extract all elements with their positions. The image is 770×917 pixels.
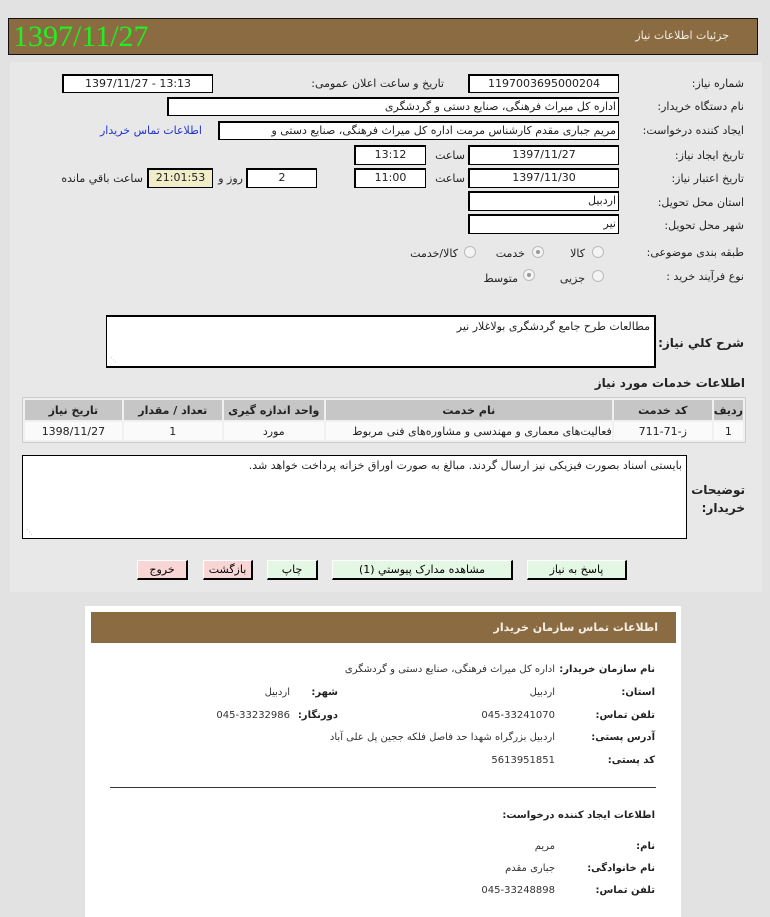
col-row: ردیف <box>714 400 743 420</box>
remaining-time-field: 21:01:53 <box>147 168 213 188</box>
org-label: نام سازمان خریدار: <box>559 664 655 675</box>
announce-field: 1397/11/27 - 13:13 <box>62 74 213 93</box>
col-date: تاریخ نیاز <box>25 400 122 420</box>
valid-time-field: 11:00 <box>354 168 426 188</box>
table-header-row <box>25 400 743 420</box>
need-number-field: 1197003695000204 <box>468 74 619 93</box>
name-value: مریم <box>534 841 555 852</box>
description-textarea[interactable] <box>106 315 656 368</box>
creator-phone-label: تلفن تماس: <box>595 885 655 896</box>
process-minor-radio[interactable] <box>592 270 604 282</box>
buyer-contact-link[interactable]: اطلاعات تماس خریدار <box>100 124 202 137</box>
buyer-label: نام دستگاه خریدار: <box>657 100 744 113</box>
valid-time-label: ساعت <box>435 172 465 185</box>
buyer-notes-label: توضیحات خریدار: <box>691 483 745 515</box>
remaining-label: ساعت باقي مانده <box>61 172 143 185</box>
exit-button[interactable]: خروج <box>137 560 188 580</box>
org-value: اداره کل میراث فرهنگی، صنایع دستی و گردشگری <box>344 664 555 675</box>
valid-date-field: 1397/11/30 <box>468 168 619 188</box>
postal-value: 5613951851 <box>491 755 555 766</box>
requester-label: ایجاد کننده درخواست: <box>642 124 744 137</box>
created-time-label: ساعت <box>435 149 465 162</box>
print-button[interactable]: چاپ <box>267 560 318 580</box>
process-label: نوع فرآیند خرید : <box>666 270 744 283</box>
col-name: نام خدمت <box>326 400 612 420</box>
col-code: کد خدمت <box>614 400 712 420</box>
back-button[interactable]: بازگشت <box>203 560 253 580</box>
need-number-label: شماره نیاز: <box>691 77 744 90</box>
family-value: جباری مقدم <box>505 863 555 874</box>
announce-label: تاریخ و ساعت اعلان عمومی: <box>311 77 444 90</box>
services-table <box>22 397 746 443</box>
fax-label: دورنگار: <box>297 710 338 721</box>
province-field: اردبیل <box>468 191 619 211</box>
days-label: روز و <box>218 172 243 185</box>
days-field: 2 <box>246 168 317 188</box>
divider <box>110 787 656 788</box>
table-row <box>25 422 743 440</box>
page-header <box>8 18 758 55</box>
buyer-field: اداره کل میراث فرهنگی، صنایع دستی و گردشگری <box>167 97 619 116</box>
created-label: تاریخ ایجاد نیاز: <box>674 149 744 162</box>
resize-grip-icon[interactable]: ⋰ <box>26 528 33 536</box>
process-medium-label: متوسط <box>483 272 518 285</box>
city-label: شهر: <box>311 687 338 698</box>
resize-grip-icon[interactable]: ⋰ <box>110 356 117 364</box>
province-label: استان: <box>621 687 655 698</box>
creator-section-title: اطلاعات ایجاد کننده درخواست: <box>502 810 655 821</box>
created-time-field: 13:12 <box>354 145 426 165</box>
cell-unit: مورد <box>224 422 324 440</box>
contact-card-title: اطلاعات تماس سازمان خریدار <box>91 612 676 643</box>
category-goods-radio[interactable] <box>592 246 604 258</box>
cell-name: فعالیت‌های معماری و مهندسی و مشاوره‌های فنی مربوط <box>326 422 612 440</box>
category-both-radio[interactable] <box>464 246 476 258</box>
view-attachments-button[interactable]: مشاهده مدارک پیوستي (1) <box>332 560 513 580</box>
cell-row: 1 <box>714 422 743 440</box>
category-service-radio[interactable] <box>532 246 544 258</box>
cell-date: 1398/11/27 <box>25 422 122 440</box>
city-value: اردبیل <box>264 687 290 698</box>
category-label: طبقه بندی موضوعی: <box>646 246 744 259</box>
province-value: اردبیل <box>529 687 555 698</box>
created-date-field: 1397/11/27 <box>468 145 619 165</box>
col-qty: تعداد / مقدار <box>124 400 222 420</box>
city-label: شهر محل تحویل: <box>664 219 744 232</box>
province-label: استان محل تحویل: <box>657 196 744 209</box>
address-label: آدرس پستی: <box>591 732 655 743</box>
page-title: جزئیات اطلاعات نیاز <box>635 29 729 42</box>
buyer-notes-text: بایستی اسناد بصورت فیزیکی نیز ارسال گردند. مبالغ به صورت اوراق خزانه پرداخت خواهد شد. <box>248 459 682 472</box>
cell-qty: 1 <box>124 422 222 440</box>
header-date: 1397/11/27 <box>13 20 149 53</box>
buyer-notes-textarea[interactable] <box>22 455 687 539</box>
family-label: نام خانوادگی: <box>587 863 655 874</box>
category-both-label: کالا/خدمت <box>410 247 458 260</box>
address-value: اردبیل بزرگراه شهدا حد فاصل فلکه ججین پل علی آباد <box>329 732 555 743</box>
description-text: مطالعات طرح جامع گردشگری بولاغلار نیر <box>456 320 650 333</box>
phone-label: تلفن تماس: <box>595 710 655 721</box>
category-service-label: خدمت <box>495 247 525 260</box>
name-label: نام: <box>636 841 655 852</box>
creator-phone-value: 045-33248898 <box>481 885 555 896</box>
col-unit: واحد اندازه گیری <box>224 400 324 420</box>
city-field: نیر <box>468 214 619 234</box>
cell-code: ز-71-711 <box>614 422 712 440</box>
process-minor-label: جزیی <box>559 272 585 285</box>
phone-value: 045-33241070 <box>481 710 555 721</box>
requester-field: مریم جباری مقدم کارشناس مرمت اداره کل میراث فرهنگی، صنایع دستی و <box>218 121 619 140</box>
postal-label: کد پستی: <box>607 755 655 766</box>
valid-label: تاریخ اعتبار نیاز: <box>671 172 744 185</box>
reply-button[interactable]: پاسخ به نیاز <box>527 560 627 580</box>
description-label: شرح کلي نياز: <box>658 336 744 350</box>
services-section-title: اطلاعات خدمات مورد نیاز <box>594 376 745 390</box>
fax-value: 045-33232986 <box>216 710 290 721</box>
process-medium-radio[interactable] <box>523 269 535 281</box>
category-goods-label: کالا <box>570 247 585 260</box>
